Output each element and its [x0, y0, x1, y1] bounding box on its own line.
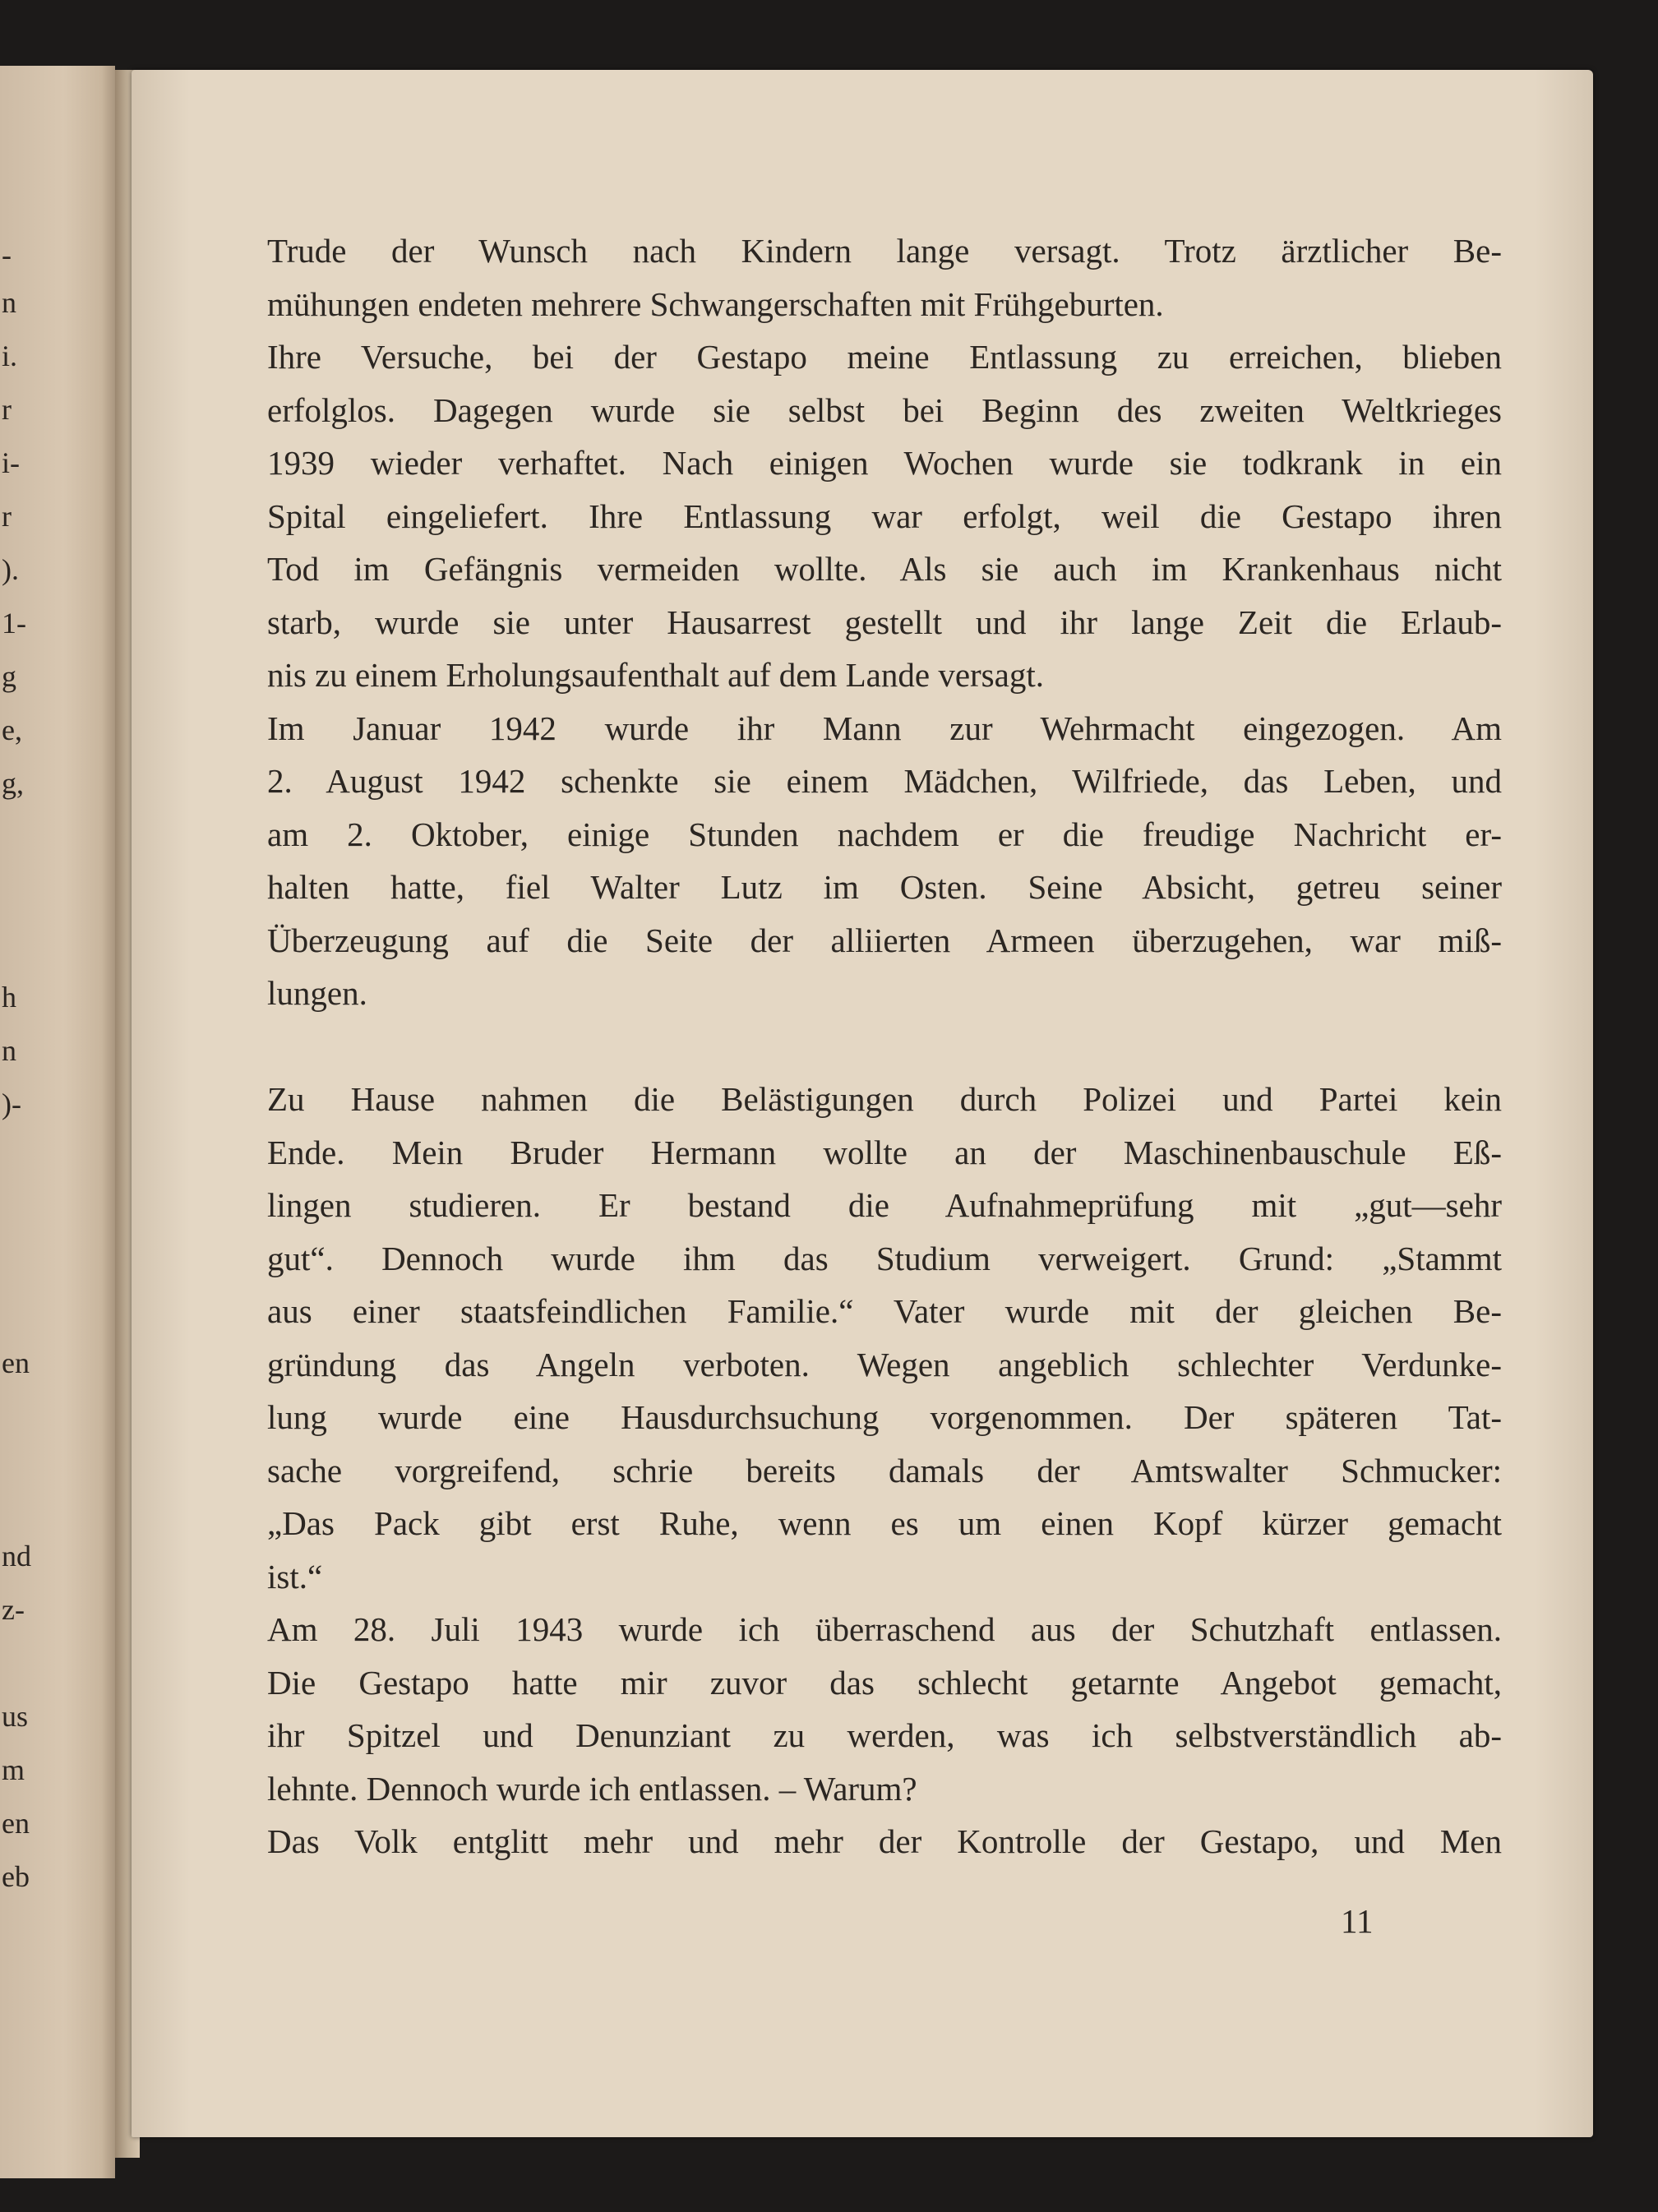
paragraph — [267, 702, 1502, 1020]
fragment: h — [2, 981, 16, 1014]
paragraph — [267, 1815, 1502, 1868]
body-text — [267, 224, 1502, 1868]
text-line: Am 28. Juli 1943 wurde ich überraschend aus der Schutzhaft entlassen. — [267, 1610, 1502, 1648]
fragment: eb — [2, 1860, 30, 1893]
fragment: m — [2, 1753, 25, 1786]
paragraph — [267, 224, 1502, 330]
text-line: Überzeugung auf die Seite der alliierten Armeen überzugehen, war miß- — [267, 921, 1502, 959]
text-line: Im Januar 1942 wurde ihr Mann zur Wehrmacht eingezogen. Am — [267, 709, 1502, 747]
fragment: us — [2, 1700, 29, 1733]
fragment: g, — [2, 767, 24, 800]
book-page — [132, 70, 1593, 2137]
fragment: nd — [2, 1540, 31, 1572]
text-line: erfolglos. Dagegen wurde sie selbst bei Beginn des zweiten Weltkrieges — [267, 390, 1502, 429]
fragment: r — [2, 393, 12, 426]
text-line: Zu Hause nahmen die Belästigungen durch Polizei und Partei kein — [267, 1080, 1502, 1118]
fragment: en — [2, 1807, 30, 1840]
facing-page — [0, 66, 115, 2178]
text-line: gründung das Angeln verboten. Wegen angeblich schlechter Verdunke- — [267, 1345, 1502, 1383]
text-line: 1939 wieder verhaftet. Nach einigen Wochen wurde sie todkrank in ein — [267, 444, 1502, 482]
text-line: lehnte. Dennoch wurde ich entlassen. – Warum? — [267, 1769, 917, 1808]
text-line: Die Gestapo hatte mir zuvor das schlecht getarnte Angebot gemacht, — [267, 1663, 1502, 1702]
text-line: lingen studieren. Er bestand die Aufnahmeprüfung mit „gut—sehr — [267, 1186, 1502, 1224]
fragment: r — [2, 500, 12, 533]
text-line: nis zu einem Erholungsaufenthalt auf dem Lande versagt. — [267, 656, 1044, 694]
facing-page-text-fragments — [0, 66, 33, 2178]
paragraph — [267, 330, 1502, 702]
text-line: Trude der Wunsch nach Kindern lange versagt. Trotz ärztlicher Be- — [267, 232, 1502, 270]
text-line: halten hatte, fiel Walter Lutz im Osten. Seine Absicht, getreu seiner — [267, 868, 1502, 906]
text-line: Das Volk entglitt mehr und mehr der Kontrolle der Gestapo, und Men — [267, 1822, 1502, 1860]
fragment: e, — [2, 713, 22, 746]
text-line: lungen. — [267, 974, 367, 1012]
page-number: 11 — [1341, 1902, 1374, 1940]
text-line: lung wurde eine Hausdurchsuchung vorgenommen. Der späteren Tat- — [267, 1398, 1502, 1436]
text-line: ist.“ — [267, 1557, 323, 1596]
fragment: ). — [2, 553, 19, 586]
fragment: z- — [2, 1593, 25, 1626]
text-line: aus einer staatsfeindlichen Familie.“ Vater wurde mit der gleichen Be- — [267, 1292, 1502, 1330]
text-line: ihr Spitzel und Denunziant zu werden, was ich selbstverständlich ab- — [267, 1716, 1502, 1754]
fragment: n — [2, 1034, 16, 1067]
fragment: i. — [2, 339, 18, 372]
text-line: Ihre Versuche, bei der Gestapo meine Entlassung zu erreichen, blieben — [267, 338, 1502, 376]
fragment: g — [2, 660, 16, 693]
text-line: Tod im Gefängnis vermeiden wollte. Als sie auch im Krankenhaus nicht — [267, 550, 1502, 588]
text-line: sache vorgreifend, schrie bereits damals der Amtswalter Schmucker: — [267, 1451, 1502, 1489]
paragraph — [267, 1603, 1502, 1815]
fragment: 1- — [2, 607, 26, 640]
fragment: - — [2, 238, 12, 271]
text-line: „Das Pack gibt erst Ruhe, wenn es um einen Kopf kürzer gemacht — [267, 1504, 1502, 1542]
paragraph — [267, 1073, 1502, 1603]
text-line: gut“. Dennoch wurde ihm das Studium verweigert. Grund: „Stammt — [267, 1239, 1502, 1277]
text-line: am 2. Oktober, einige Stunden nachdem er die freudige Nachricht er- — [267, 815, 1502, 853]
text-line: 2. August 1942 schenkte sie einem Mädchen, Wilfriede, das Leben, und — [267, 762, 1502, 800]
fragment: en — [2, 1346, 30, 1379]
fragment: n — [2, 286, 16, 319]
paragraph-gap — [267, 1020, 1502, 1074]
text-line: mühungen endeten mehrere Schwangerschaften mit Frühgeburten. — [267, 284, 1164, 323]
fragment: )- — [2, 1088, 21, 1120]
text-line: Ende. Mein Bruder Hermann wollte an der Maschinenbauschule Eß- — [267, 1133, 1502, 1171]
text-line: Spital eingeliefert. Ihre Entlassung war erfolgt, weil die Gestapo ihren — [267, 496, 1502, 535]
fragment: i- — [2, 446, 20, 479]
text-line: starb, wurde sie unter Hausarrest gestellt und ihr lange Zeit die Erlaub- — [267, 603, 1502, 641]
